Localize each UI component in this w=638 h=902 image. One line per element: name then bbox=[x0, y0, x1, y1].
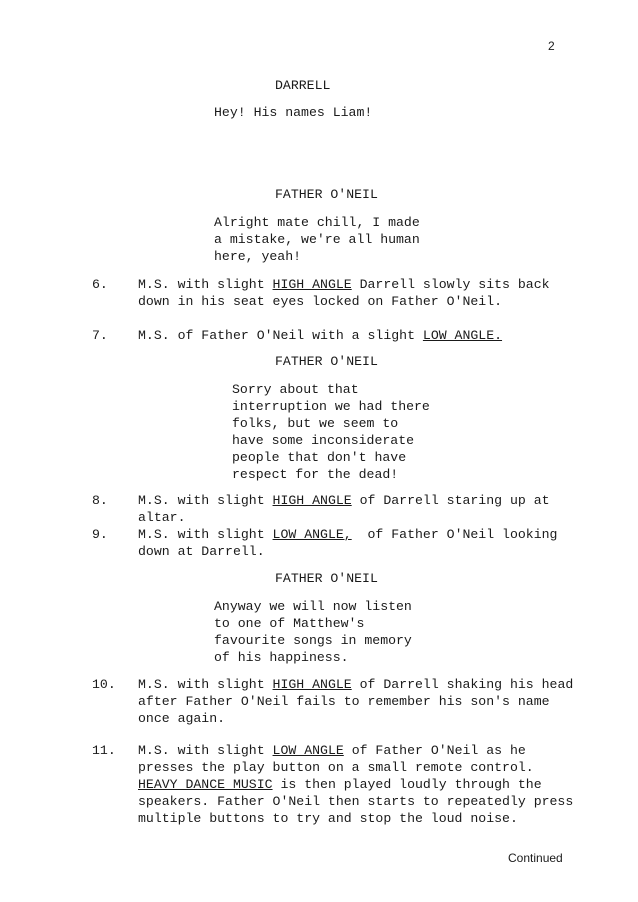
dialogue-line: Sorry about that bbox=[232, 382, 359, 397]
character-name: FATHER O'NEIL bbox=[275, 187, 378, 202]
dialogue-line: interruption we had there bbox=[232, 399, 430, 414]
shot-description bbox=[138, 276, 550, 293]
shot-description bbox=[138, 327, 502, 344]
camera-angle: LOW ANGLE bbox=[272, 743, 344, 758]
shot-text: of Father O'Neil as he bbox=[343, 743, 526, 758]
shot-number: 7. bbox=[92, 328, 108, 343]
character-name: DARRELL bbox=[275, 78, 331, 93]
camera-angle: LOW ANGLE. bbox=[422, 328, 503, 343]
dialogue-line: a mistake, we're all human bbox=[214, 232, 420, 247]
dialogue-line: Alright mate chill, I made bbox=[214, 215, 420, 230]
shot-text: M.S. with slight bbox=[138, 493, 273, 508]
shot-text: of Father O'Neil looking bbox=[351, 527, 558, 542]
shot-text: speakers. Father O'Neil then starts to repeatedly press bbox=[138, 794, 574, 809]
dialogue-line: to one of Matthew's bbox=[214, 616, 365, 631]
shot-text: presses the play button on a small remote control. bbox=[138, 760, 534, 775]
dialogue-line: here, yeah! bbox=[214, 249, 302, 264]
shot-description bbox=[138, 742, 526, 759]
camera-angle: LOW ANGLE, bbox=[272, 527, 352, 542]
shot-text: down in his seat eyes locked on Father O'Neil. bbox=[138, 294, 503, 309]
shot-description bbox=[138, 676, 573, 693]
shot-number: 11. bbox=[92, 743, 116, 758]
shot-text: is then played loudly through the bbox=[272, 777, 542, 792]
shot-text: of Darrell shaking his head bbox=[351, 677, 574, 692]
shot-number: 8. bbox=[92, 493, 108, 508]
character-name: FATHER O'NEIL bbox=[275, 571, 378, 586]
character-name: FATHER O'NEIL bbox=[275, 354, 378, 369]
shot-text: multiple buttons to try and stop the loud noise. bbox=[138, 811, 518, 826]
camera-angle: HIGH ANGLE bbox=[272, 493, 352, 508]
shot-text: of Darrell staring up at bbox=[351, 493, 550, 508]
page-number: 2 bbox=[548, 39, 555, 53]
dialogue-line: have some inconsiderate bbox=[232, 433, 415, 448]
shot-text: M.S. of Father O'Neil with a slight bbox=[138, 328, 423, 343]
continued-label: Continued bbox=[508, 851, 563, 865]
camera-angle: HIGH ANGLE bbox=[272, 277, 352, 292]
shot-number: 6. bbox=[92, 277, 108, 292]
dialogue-line: folks, but we seem to bbox=[232, 416, 399, 431]
shot-number: 10. bbox=[92, 677, 116, 692]
shot-text: M.S. with slight bbox=[138, 677, 273, 692]
shot-text: once again. bbox=[138, 711, 226, 726]
camera-angle: HIGH ANGLE bbox=[272, 677, 352, 692]
shot-text: after Father O'Neil fails to remember his son's name bbox=[138, 694, 550, 709]
dialogue-line: favourite songs in memory bbox=[214, 633, 412, 648]
shot-text: M.S. with slight bbox=[138, 527, 273, 542]
shot-description bbox=[138, 526, 557, 543]
shot-text: Darrell slowly sits back bbox=[351, 277, 550, 292]
sound-cue: HEAVY DANCE MUSIC bbox=[138, 777, 273, 792]
shot-text: altar. bbox=[138, 510, 186, 525]
shot-description bbox=[138, 492, 550, 509]
dialogue-line: people that don't have bbox=[232, 450, 407, 465]
shot-text: M.S. with slight bbox=[138, 277, 273, 292]
shot-text: down at Darrell. bbox=[138, 544, 265, 559]
dialogue-line: of his happiness. bbox=[214, 650, 349, 665]
shot-number: 9. bbox=[92, 527, 108, 542]
dialogue-line: respect for the dead! bbox=[232, 467, 399, 482]
dialogue-line: Hey! His names Liam! bbox=[214, 105, 373, 120]
shot-description bbox=[138, 776, 542, 793]
shot-text: M.S. with slight bbox=[138, 743, 273, 758]
dialogue-line: Anyway we will now listen bbox=[214, 599, 412, 614]
